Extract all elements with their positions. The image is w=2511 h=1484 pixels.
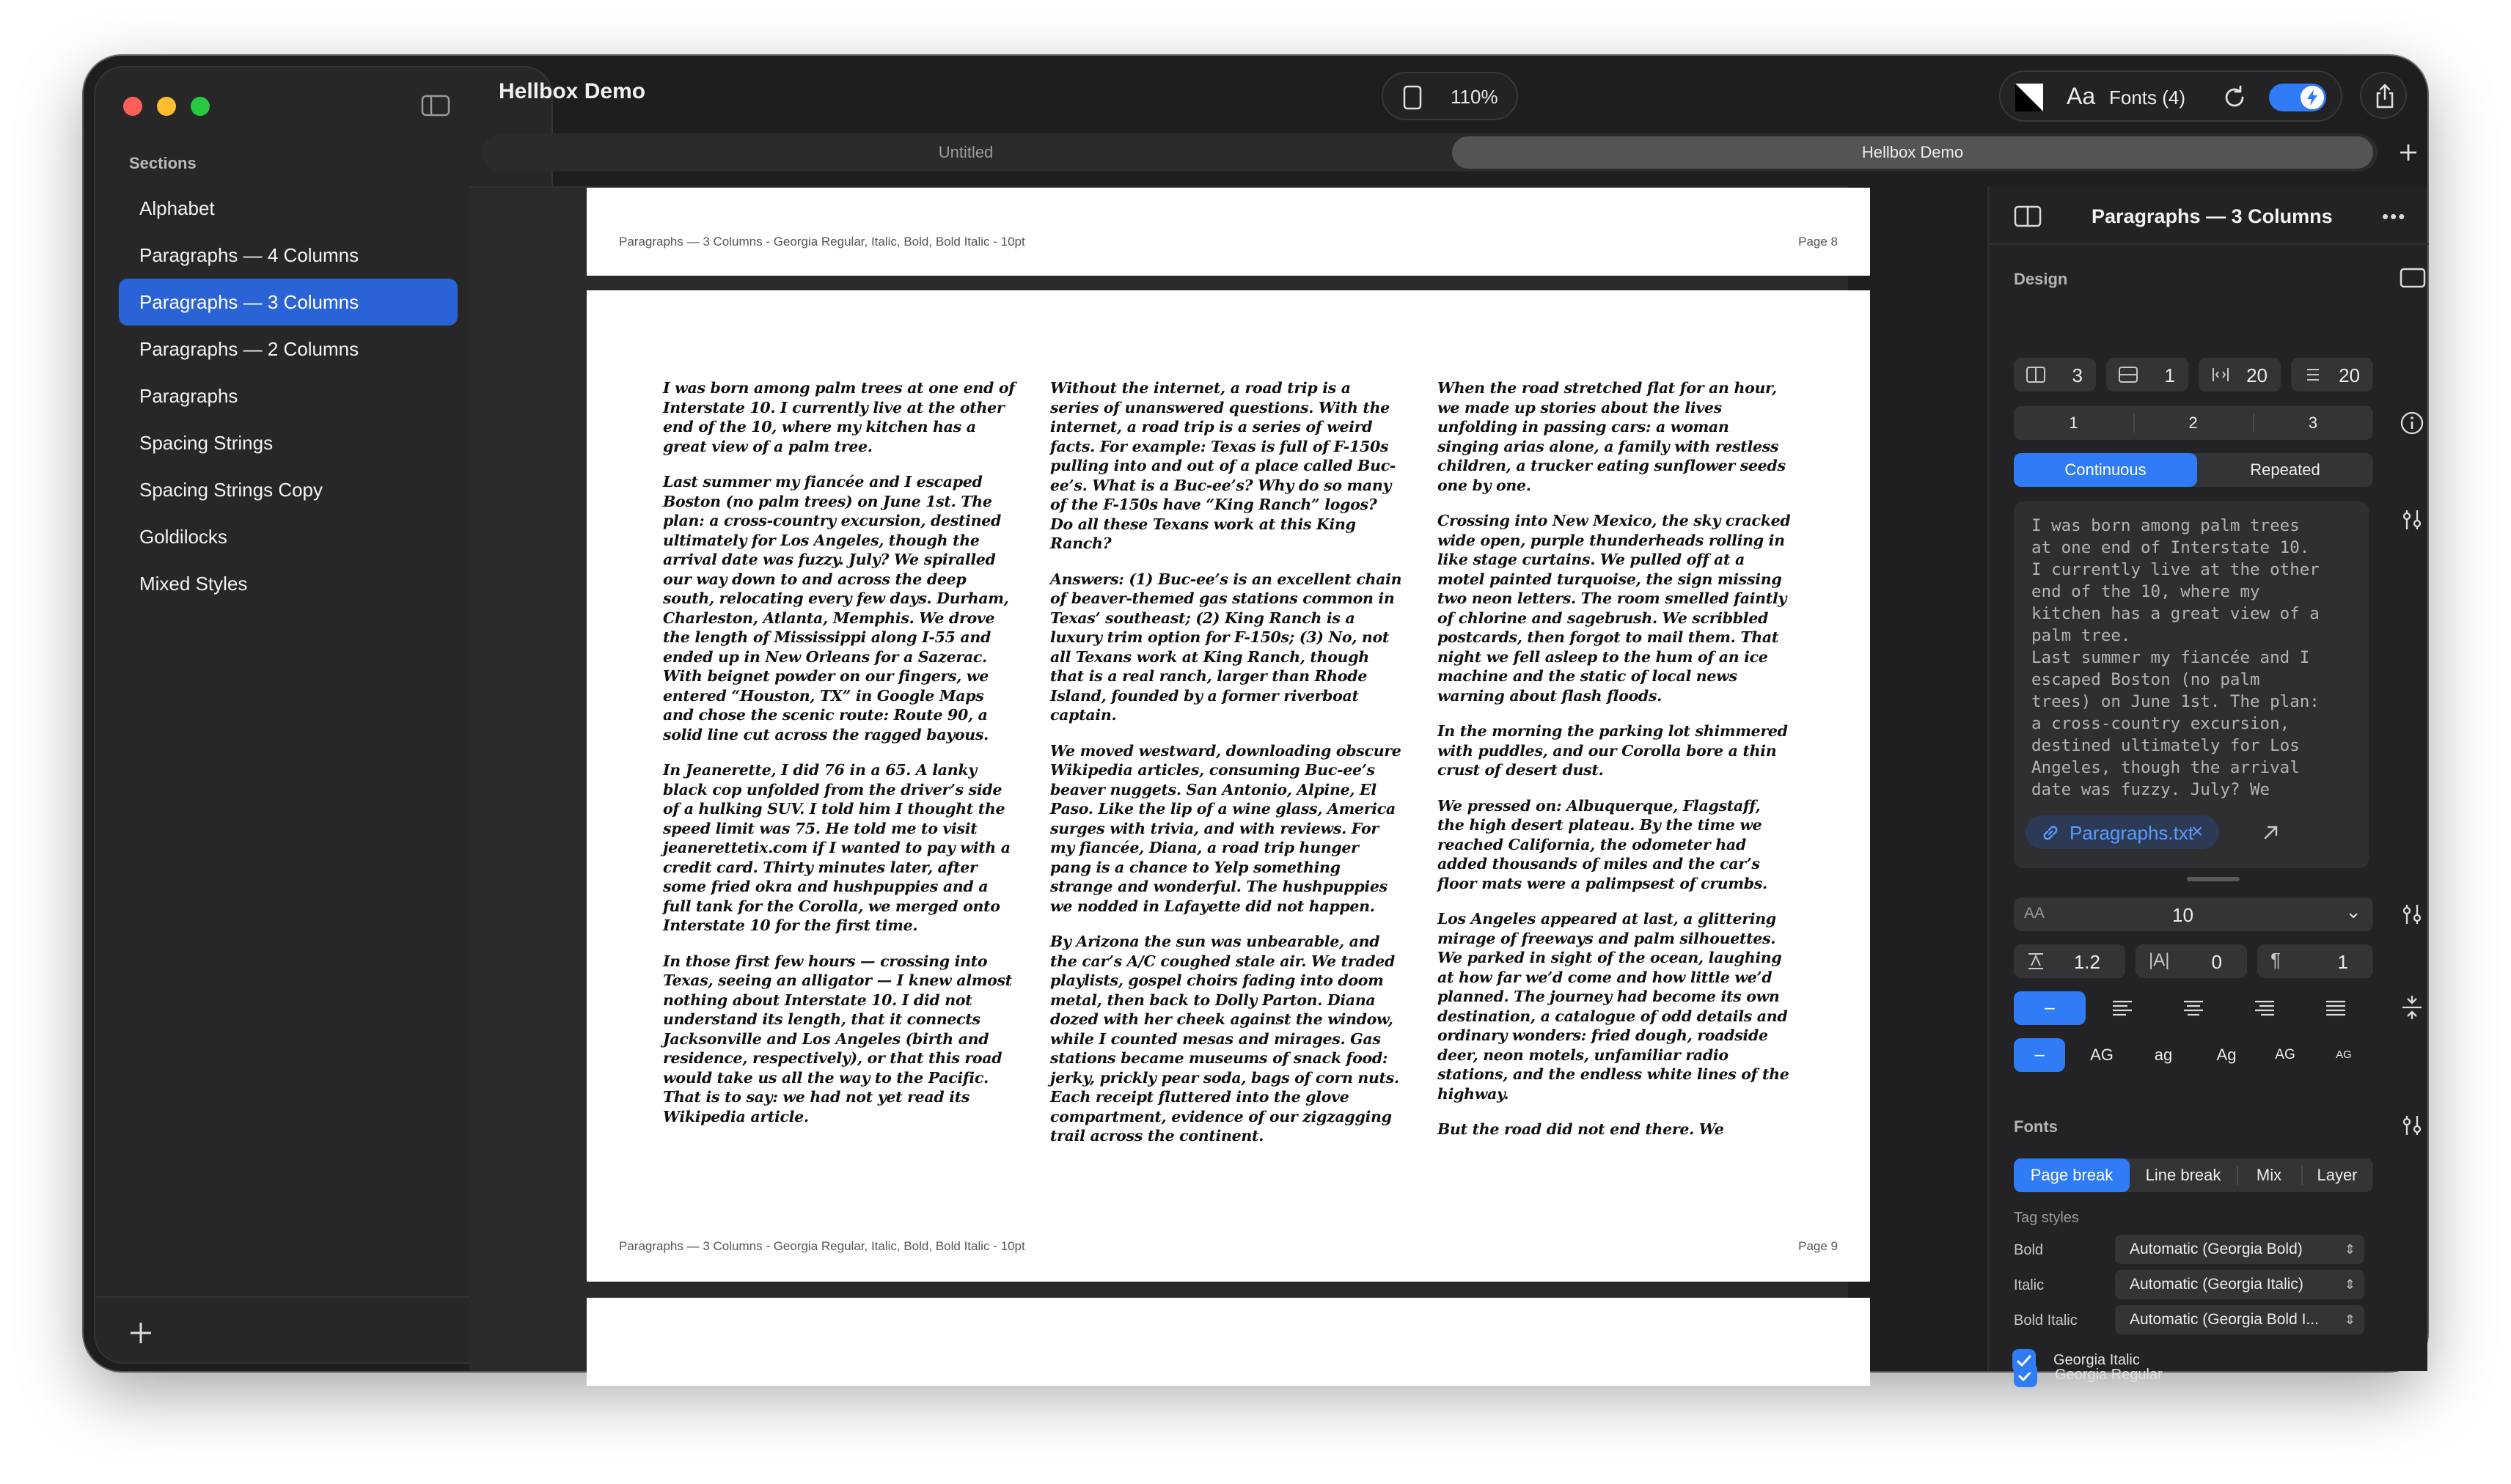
paragraph: We pressed on: Albuquerque, Flagstaff, the high desert plateau. By the time we reached California, the odometer had added thousands of miles and the car’s floor mats were a palimpsest of crumbs.	[1437, 796, 1767, 892]
line-height-icon	[2026, 952, 2046, 971]
chevron-down-icon[interactable]: ⌄	[2345, 900, 2361, 922]
paragraph: Without the internet, a road trip is a series of unanswered questions. With the internet, a road trip is a series of weird facts. For example: Texas is full of F-150s pulling into and out of a place called Buc-ee’s. What is a Buc-ee’s? Why do so many of the F-150s have “King Ranch” logos? Do all these Texans work at this King Ranch?	[1050, 379, 1396, 552]
tab-untitled[interactable]: Untitled	[938, 143, 994, 161]
vertical-align-icon[interactable]	[2400, 994, 2424, 1021]
page-icon	[1402, 85, 1423, 110]
source-file-name: Paragraphs.txt	[2070, 822, 2194, 844]
inspector-header	[1989, 186, 2429, 245]
paragraph: Crossing into New Mexico, the sky cracked wide open, purple thunderheads rolling in like stage curtains. We pulled off at a motel painted turquoise, the sign missing two neon letters. The room smelled faintly of chlorine and sagebrush. We scribbled postcards, then forgot to mail them. That night we fell asleep to the hum of an ice machine and the static of local news warning about flash floods.	[1437, 512, 1791, 705]
page-10	[587, 1298, 1870, 1386]
share-button[interactable]	[2360, 72, 2407, 119]
bold-italic-style-select[interactable]: Automatic (Georgia Bold I... ⇕	[2115, 1305, 2364, 1334]
georgia-italic-label: Georgia Italic	[2053, 1352, 2140, 1368]
source-file-chip[interactable]	[2026, 815, 2219, 849]
font-size-field[interactable]	[2014, 897, 2373, 931]
page-footer: Paragraphs — 3 Columns - Georgia Regular, Italic, Bold, Bold Italic - 10pt	[619, 1239, 1025, 1253]
sidebar-item-paragraphs-2-columns[interactable]: Paragraphs — 2 Columns	[139, 338, 359, 360]
add-section-icon[interactable]	[126, 1318, 155, 1348]
open-external-icon[interactable]	[2260, 821, 2282, 843]
toggle-knob	[2301, 86, 2324, 109]
line-gap-icon	[2303, 365, 2323, 384]
sidebar-item-mixed-styles[interactable]: Mixed Styles	[139, 573, 248, 595]
case-lowercase-button[interactable]: ag	[2154, 1046, 2173, 1064]
sidebar-item-spacing-strings[interactable]: Spacing Strings	[139, 432, 274, 454]
line-height-field[interactable]: 1.2	[2014, 944, 2125, 978]
case-uppercase-button[interactable]: AG	[2090, 1046, 2114, 1064]
zoom-level: 110%	[1451, 86, 1498, 108]
fonts-button[interactable]: Fonts (4)	[2109, 87, 2186, 109]
sidebar-item-goldilocks[interactable]: Goldilocks	[139, 526, 227, 548]
font-mode-selector	[2014, 1158, 2373, 1192]
paragraph: By Arizona the sun was unbearable, and the car’s A/C coughed stale air. We traded playlists, gospel choirs fading into doom metal, then back to Dolly Parton. Diana dozed with her cheek against the window, while I counted mesas and mirages. Gas stations became museums of snack food: jerky, prickly pear soda, bags of corn nuts. Each receipt fluttered into the glove compartment, evidence of our zigzagging trail across the continent.	[1050, 933, 1399, 1145]
bold-tag-label: Bold	[2014, 1242, 2044, 1258]
georgia-regular-label: Georgia Regular	[2055, 1367, 2163, 1383]
resize-handle[interactable]	[2187, 877, 2240, 881]
align-none-button[interactable]: –	[2014, 991, 2086, 1025]
columns-icon[interactable]	[2014, 205, 2042, 227]
text-column-2	[1050, 378, 1404, 1162]
gutter-field[interactable]: 20	[2199, 358, 2281, 392]
refresh-icon[interactable]	[2221, 84, 2248, 111]
georgia-italic-checkbox[interactable]	[2012, 1349, 2036, 1371]
info-icon[interactable]	[2400, 411, 2424, 436]
page-break-mode-button[interactable]: Page break	[2014, 1158, 2130, 1192]
page-header: Paragraphs — 3 Columns - Georgia Regular, Italic, Bold, Bold Italic - 10pt	[619, 235, 1025, 249]
line-gap-field[interactable]: 20	[2291, 358, 2373, 392]
paragraph: In the morning the parking lot shimmered with puddles, and our Corolla bore a thin crust of desert dust.	[1437, 722, 1788, 779]
zoom-control[interactable]	[1382, 72, 1518, 120]
case-selector	[2014, 1038, 2373, 1072]
paragraph: Last summer my fiancée and I escaped Boston (no palm trees) on June 1st. The plan: a cross-country excursion, destined ultimately for Los Angeles, though the arrival date was fuzzy. July? We spiralled our way down to and across the deep south, relocating every few days. Durham, Charleston, Atlanta, Memphis. We drove the length of Mississippi along I-55 and ended up in New Orleans for a Sazerac. With beignet powder on our fingers, we entered “Houston, TX” in Google Maps and chose the scenic route: Route 90, a solid line cut across the ragged bayous.	[663, 473, 1009, 743]
layer-mode-button[interactable]: Layer	[2317, 1166, 2358, 1184]
alignment-selector	[2014, 991, 2373, 1025]
tab-hellbox-demo[interactable]: Hellbox Demo	[1452, 136, 2373, 169]
align-right-icon[interactable]	[2254, 1000, 2276, 1016]
rows-count-icon	[2118, 365, 2138, 384]
column-option-2[interactable]: 2	[2188, 414, 2198, 432]
paragraph: Los Angeles appeared at last, a glittering mirage of freeways and palm silhouettes. We parked in sight of the ocean, laughing at how far we’d come and how little we’d planned. The journey had become its own destination, a catalogue of odd details and ordinary wonders: fried dough, roadside deer, neon motels, unfamiliar radio stations, and the endless white lines of the highway.	[1437, 910, 1789, 1103]
chevron-updown-icon: ⇕	[2344, 1242, 2356, 1257]
new-tab-icon[interactable]	[2391, 135, 2426, 170]
repeated-mode-button[interactable]: Repeated	[2250, 460, 2320, 479]
bold-style-select[interactable]: Automatic (Georgia Bold) ⇕	[2115, 1235, 2364, 1264]
type-settings-icon[interactable]	[2400, 902, 2424, 927]
document-canvas[interactable]	[469, 186, 1848, 1371]
sidebar-item-spacing-strings-copy[interactable]: Spacing Strings Copy	[139, 479, 323, 501]
text-column-3	[1437, 378, 1791, 1156]
font-size-value: 10	[2172, 904, 2193, 926]
column-option-1[interactable]: 1	[2069, 414, 2078, 432]
bold-italic-tag-label: Bold Italic	[2014, 1312, 2078, 1329]
continuous-mode-button[interactable]: Continuous	[2014, 453, 2197, 487]
live-preview-toggle[interactable]	[2269, 84, 2326, 111]
more-options-icon[interactable]: •••	[2382, 205, 2407, 227]
app-window	[84, 56, 2427, 1383]
case-titlecase-button[interactable]: Ag	[2216, 1046, 2237, 1064]
italic-style-select[interactable]: Automatic (Georgia Italic) ⇕	[2115, 1270, 2364, 1299]
case-allsmallcaps-button[interactable]: AG	[2336, 1048, 2352, 1061]
inspector-panel	[1987, 186, 2427, 1383]
sidebar-item-paragraphs[interactable]: Paragraphs	[139, 385, 238, 407]
tracking-icon: |A|	[2149, 950, 2170, 970]
text-settings-icon[interactable]	[2400, 507, 2424, 532]
minimize-window-button[interactable]	[157, 97, 176, 116]
columns-count-field[interactable]: 3	[2014, 358, 2096, 392]
case-smallcaps-button[interactable]: AG	[2275, 1047, 2295, 1062]
paragraph: Answers: (1) Buc-ee’s is an excellent chain of beaver-themed gas stations common in Texas’ southeast; (2) King Ranch is a luxury trim option for F-150s; (3) No, not all Texans work at King Ranch, though that is a real ranch, larger than Rhode Island, founded by a former riverboat captain.	[1050, 570, 1402, 724]
case-none-button[interactable]: –	[2014, 1038, 2065, 1072]
align-justify-icon[interactable]	[2325, 1000, 2347, 1016]
sections-heading: Sections	[129, 154, 197, 172]
font-size-icon: AA	[2024, 905, 2045, 922]
chevron-updown-icon: ⇕	[2344, 1312, 2356, 1327]
page-number: Page 8	[1798, 235, 1838, 249]
sidebar-item-alphabet[interactable]: Alphabet	[139, 197, 215, 219]
share-icon	[2374, 83, 2396, 109]
line-break-mode-button[interactable]: Line break	[2145, 1166, 2221, 1184]
design-section-label: Design	[2014, 270, 2068, 288]
tag-styles-label: Tag styles	[2014, 1210, 2079, 1226]
column-selector	[2014, 406, 2373, 440]
italic-tag-label: Italic	[2014, 1277, 2045, 1293]
page-9	[587, 290, 1870, 1282]
toolbar-controls	[1999, 70, 2342, 122]
checkmark-icon	[2012, 1349, 2036, 1373]
sidebar-toggle-icon[interactable]	[421, 94, 450, 117]
link-icon	[2040, 823, 2061, 843]
close-window-button[interactable]	[123, 97, 142, 116]
flow-mode-selector	[2014, 453, 2373, 487]
inspector-title: Paragraphs — 3 Columns	[2092, 205, 2333, 227]
page-8	[587, 188, 1870, 276]
pilcrow-icon: ¶	[2270, 949, 2281, 971]
tab-bar	[483, 133, 2378, 172]
paragraph: We moved westward, downloading obscure Wikipedia articles, consuming Buc-ee’s beaver nuggets. San Antonio, Alpine, El Paso. Like the lip of a wine glass, America surges with trivia, and with reviews. For my fiancée, Diana, a road trip hunger pang is a chance to Yelp something strange and wonderful. The hushpuppies we nodded in Lafayette did not happen.	[1050, 741, 1401, 915]
align-left-icon[interactable]	[2111, 1000, 2133, 1016]
bolt-icon	[2301, 86, 2324, 109]
chevron-updown-icon: ⇕	[2344, 1277, 2356, 1292]
app-title: Hellbox Demo	[499, 79, 646, 103]
sample-text-area[interactable]	[2014, 502, 2369, 868]
paragraph: But the road did not end there. We	[1437, 1120, 1724, 1138]
align-center-icon[interactable]	[2182, 1000, 2204, 1016]
paragraph: When the road stretched flat for an hour, we made up stories about the lives unfolding in passing cars: a woman singing arias alone, a family with restless children, a trucker eating sunflower seeds one by one.	[1437, 379, 1786, 494]
paragraph: I was born among palm trees at one end of Interstate 10. I currently live at the other end of the 10, where my kitchen has a great view of a palm tree.	[663, 379, 1015, 455]
mix-mode-button[interactable]: Mix	[2256, 1166, 2282, 1184]
column-option-3[interactable]: 3	[2308, 414, 2318, 432]
typography-icon[interactable]: Aa	[2067, 83, 2096, 109]
tracking-field[interactable]: |A| 0	[2136, 944, 2247, 978]
remove-file-icon[interactable]: ×	[2191, 820, 2204, 842]
sidebar-item-paragraphs-4-columns[interactable]: Paragraphs — 4 Columns	[139, 244, 359, 266]
paragraph-spacing-field[interactable]: ¶ 1	[2257, 944, 2373, 978]
page-frame-icon[interactable]	[2400, 267, 2426, 289]
contrast-icon[interactable]	[2014, 82, 2045, 113]
rows-count-field[interactable]: 1	[2106, 358, 2188, 392]
text-column-1	[663, 378, 1016, 1142]
zoom-window-button[interactable]	[191, 97, 210, 116]
sections-list	[119, 185, 458, 607]
sidebar-item-paragraphs-3-columns[interactable]: Paragraphs — 3 Columns	[119, 279, 458, 326]
page-number: Page 9	[1798, 1239, 1838, 1253]
sample-text: I was born among palm trees at one end of Interstate 10. I currently live at the other end of the 10, where my kitchen has a great view of a palm tree. Last summer my fiancée and I escaped Boston (no palm trees) on June 1st. The plan: a cross-country excursion, destined ultimately for Los Angeles, though the arrival date was fuzzy. July? We	[2031, 516, 2320, 799]
fonts-section-label: Fonts	[2014, 1117, 2058, 1136]
paragraph: In those first few hours — crossing into Texas, seeing an alligator — I knew almost nothing about Interstate 10. I did not understand its length, that it connects Jacksonville and Los Angeles (birth and residence, respectively), or that this road would take us all the way to the Pacific. That is to say: we had not yet read its Wikipedia article.	[663, 952, 1012, 1125]
columns-count-icon	[2026, 365, 2046, 384]
fonts-settings-icon[interactable]	[2400, 1113, 2424, 1138]
paragraph: In Jeanerette, I did 76 in a 65. A lanky black cop unfolded from the driver’s side of a hulking SUV. I told him I thought the speed limit was 75. He told me to visit jeanerettetix.com if I wanted to pay with a credit card. Thirty minutes later, after some fried okra and hushpuppies and a full tank for the Corolla, we merged onto Interstate 10 for the first time.	[663, 761, 1011, 934]
gutter-icon	[2210, 365, 2231, 384]
